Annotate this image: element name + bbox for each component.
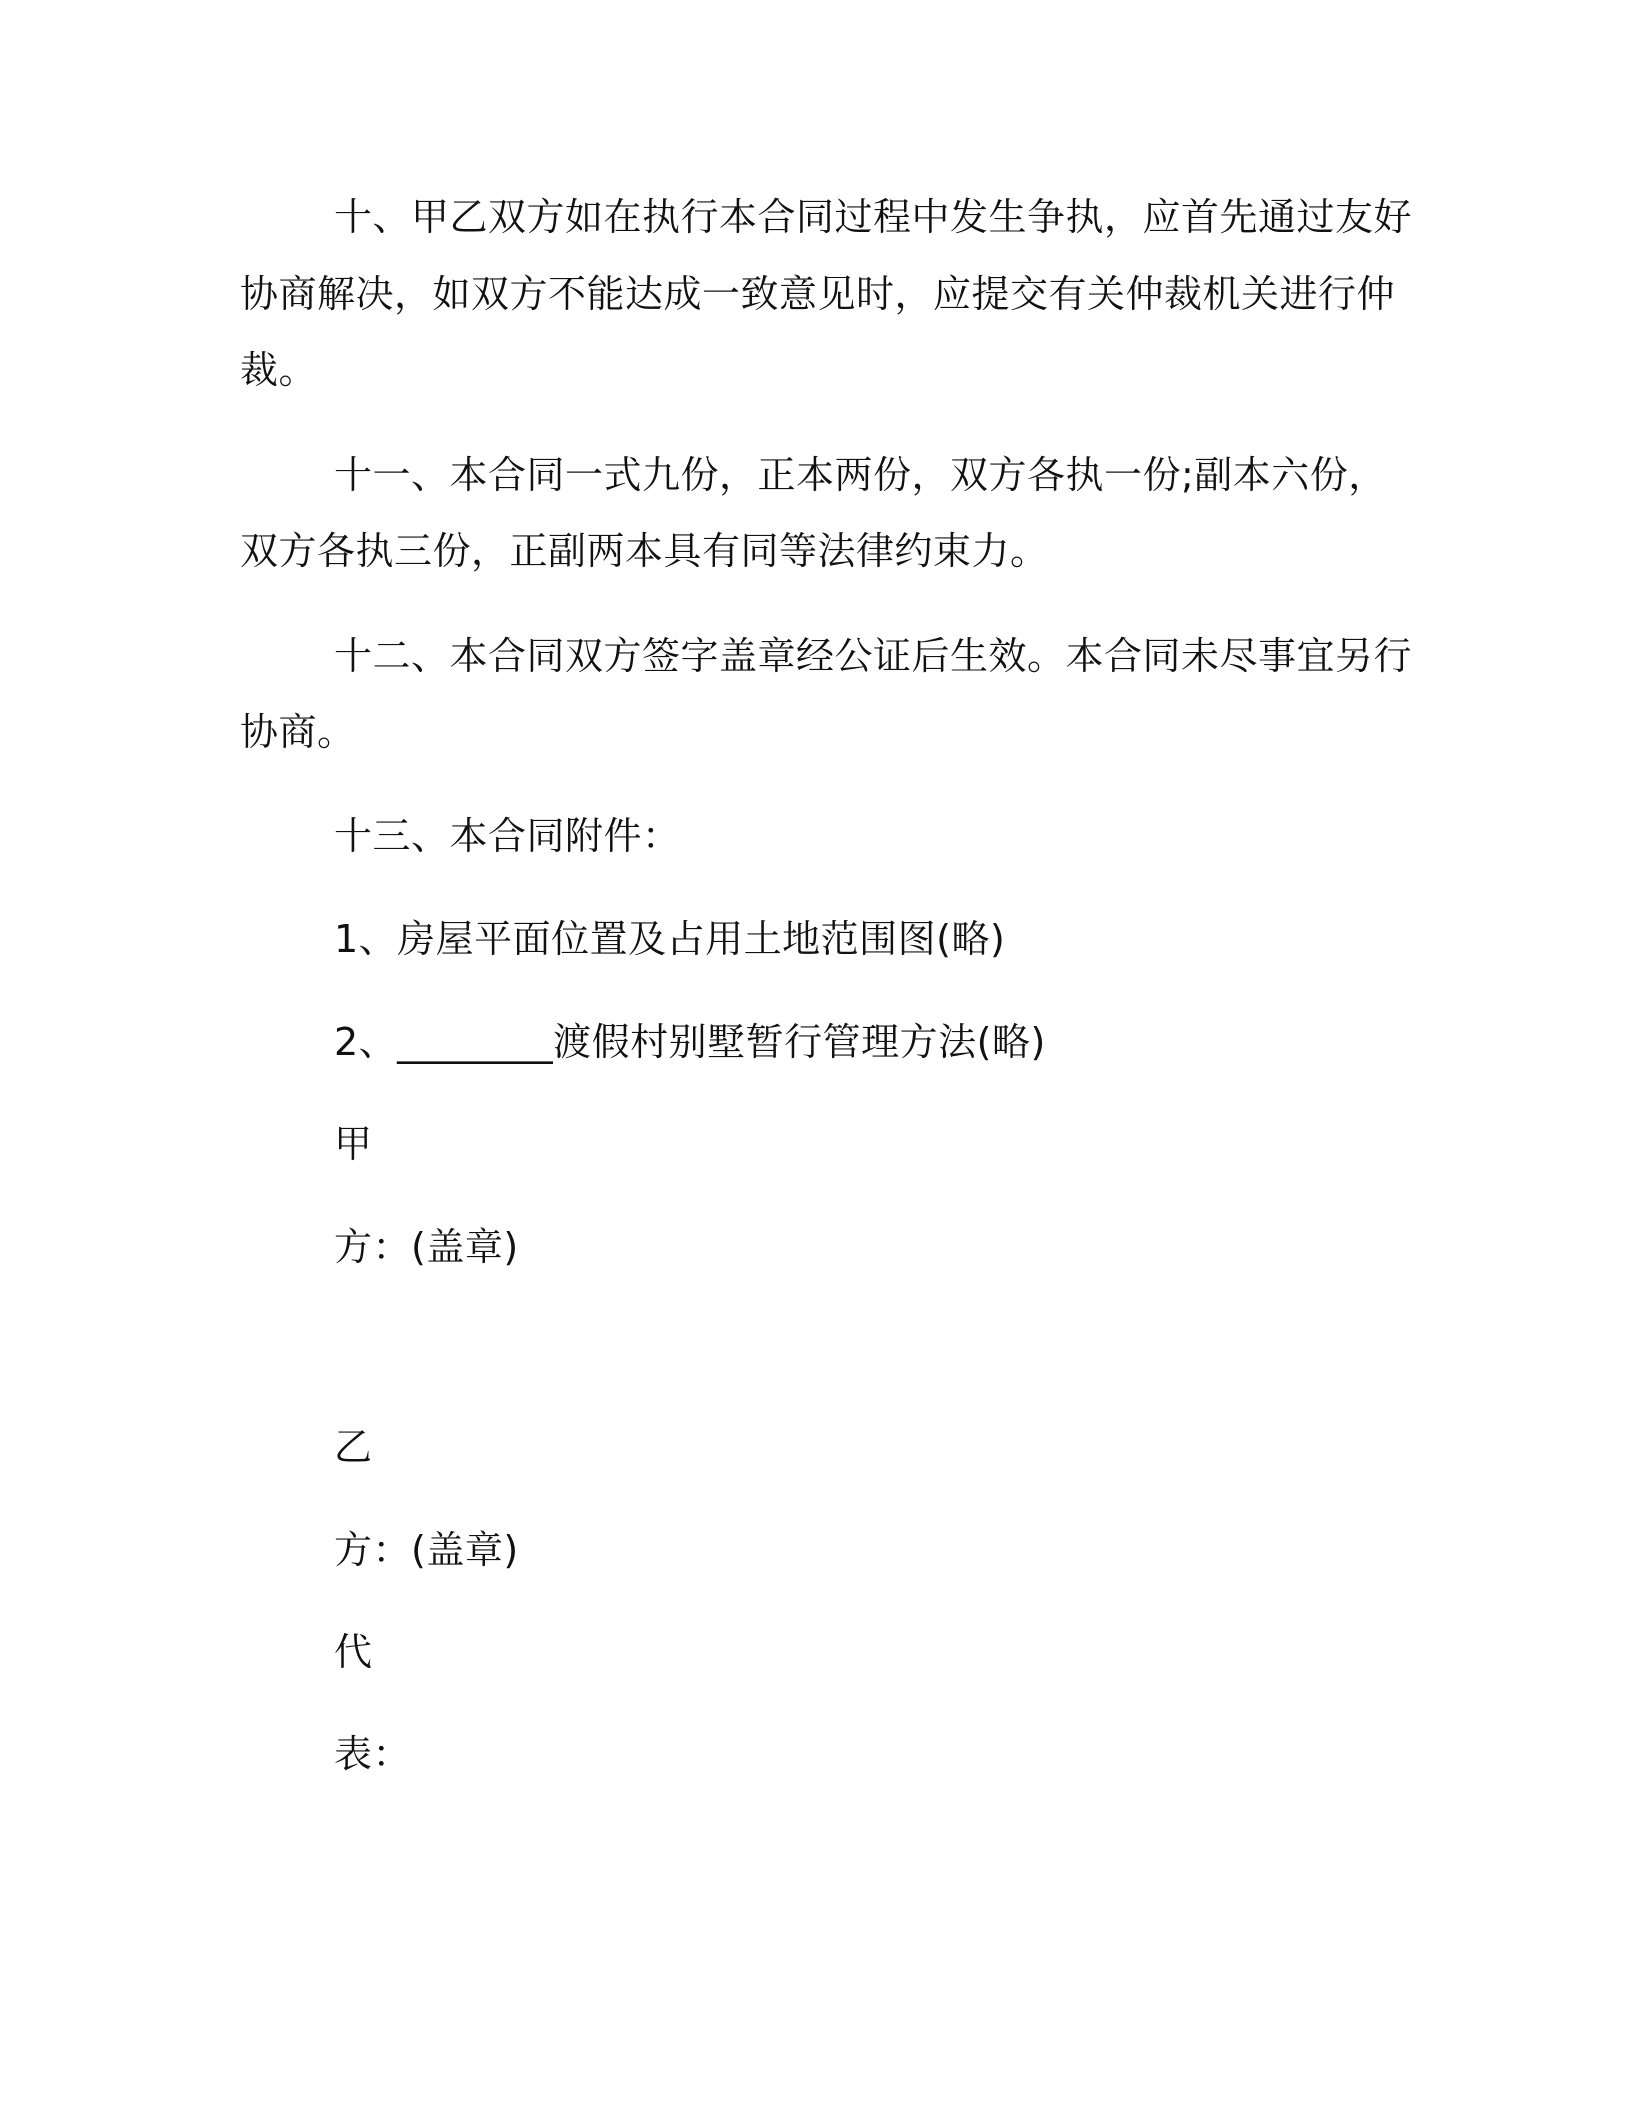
party-b-label-line-1: 乙 [334, 1425, 373, 1469]
clause-10-line-1: 十、甲乙双方如在执行本合同过程中发生争执，应首先通过友好 [334, 195, 1413, 239]
party-a-label-line-2: 方：(盖章) [334, 1225, 519, 1269]
clause-13-heading: 十三、本合同附件： [334, 814, 681, 858]
party-b-label-line-2: 方：(盖章) [334, 1528, 519, 1572]
party-a-label-line-1: 甲 [334, 1122, 373, 1166]
clause-11-line-1: 十一、本合同一式九份，正本两份，双方各执一份;副本六份， [334, 453, 1387, 497]
clause-10-line-2: 协商解决，如双方不能达成一致意见时，应提交有关仲裁机关进行仲 [240, 272, 1396, 316]
attachment-2: 2、________渡假村别墅暂行管理方法(略) [334, 1020, 1046, 1064]
clause-12-line-1: 十二、本合同双方签字盖章经公证后生效。本合同未尽事宜另行 [334, 634, 1413, 678]
representative-label-line-1: 代 [334, 1630, 373, 1674]
representative-label-line-2: 表： [334, 1732, 412, 1776]
clause-11-line-2: 双方各执三份，正副两本具有同等法律约束力。 [240, 529, 1049, 573]
clause-10-line-3: 裁。 [240, 348, 318, 392]
attachment-1: 1、房屋平面位置及占用土地范围图(略) [334, 917, 1006, 961]
clause-12-line-2: 协商。 [240, 710, 356, 754]
